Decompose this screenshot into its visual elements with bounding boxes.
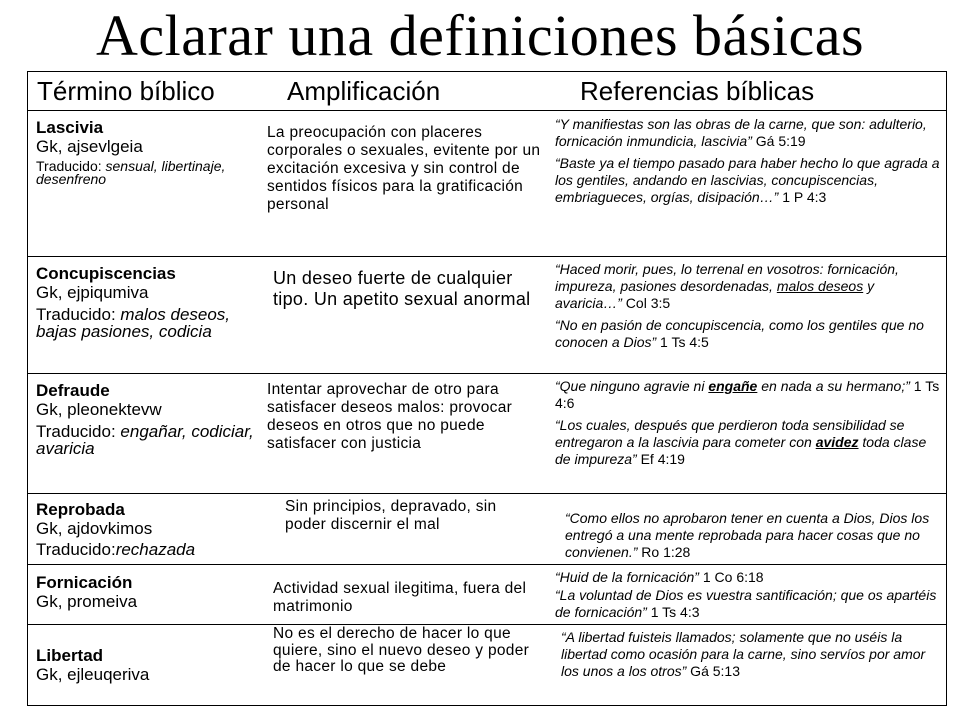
amplification-cell: No es el derecho de hacer lo que quiere, sino el nuevo deseo y poder de hacer lo que se debe	[273, 625, 530, 675]
term-name: Lascivia	[36, 118, 104, 137]
references-cell	[555, 116, 940, 211]
references-cell	[555, 261, 940, 356]
term-name: Reprobada	[36, 500, 125, 519]
references-cell	[555, 569, 940, 626]
row-divider	[28, 256, 946, 257]
reference-item: “Huid de la fornicación” 1 Co 6:18	[555, 569, 764, 585]
row-divider	[28, 373, 946, 374]
references-cell	[561, 629, 931, 685]
term-name: Defraude	[36, 381, 110, 400]
term-greek: Gk, pleonektevw	[36, 400, 162, 419]
header-term: Término bíblico	[37, 76, 215, 106]
term-name: Libertad	[36, 646, 104, 665]
term-cell	[36, 381, 261, 457]
term-cell	[36, 500, 266, 558]
term-translation: Traducido: sensual, libertinaje, desenfreno	[36, 158, 226, 187]
row-divider	[28, 110, 946, 111]
references-cell	[565, 510, 945, 566]
definitions-table	[27, 71, 947, 706]
term-cell	[36, 646, 261, 684]
term-greek: Gk, ajdovkimos	[36, 519, 153, 538]
term-name: Fornicación	[36, 573, 133, 592]
term-cell	[36, 118, 261, 186]
term-translation: Traducido:rechazada	[36, 540, 196, 559]
term-translation: Traducido: malos deseos, bajas pasiones, codicia	[36, 305, 231, 341]
page-title: Aclarar una definiciones básicas	[95, 3, 865, 68]
references-cell	[555, 378, 940, 473]
row-divider	[28, 493, 946, 494]
amplification-cell: Sin principios, depravado, sin poder discernir el mal	[285, 498, 497, 533]
reference-item: “Baste ya el tiempo pasado para haber hecho lo que agrada a los gentiles, andando en lascivias, concupiscencias, embriagueces, orgías, disipación…” 1 P 4:3	[555, 155, 940, 205]
amplification-cell: Intentar aprovechar de otro para satisfacer deseos malos: provocar deseos en otros que no puede satisfacer con justicia	[267, 381, 513, 452]
term-translation: Traducido: engañar, codiciar, avaricia	[36, 422, 254, 458]
term-greek: Gk, ejleuqeriva	[36, 665, 150, 684]
header-references: Referencias bíblicas	[580, 76, 815, 106]
term-name: Concupiscencias	[36, 264, 176, 283]
reference-item: “Que ninguno agravie ni engañe en nada a su hermano;” 1 Ts 4:6	[555, 378, 940, 411]
amplification-cell: Actividad sexual ilegitima, fuera del matrimonio	[273, 580, 527, 615]
term-cell	[36, 264, 261, 340]
term-greek: Gk, ejpiqumiva	[36, 283, 149, 302]
header-amplification: Amplificación	[287, 76, 441, 106]
reference-item: “A libertad fuisteis llamados; solamente que no uséis la libertad como ocasión para la carne, sino servíos por amor los unos a los otros” Gá 5:13	[561, 629, 926, 679]
amplification-cell: Un deseo fuerte de cualquier tipo. Un apetito sexual anormal	[273, 268, 531, 309]
reference-item: “No en pasión de concupiscencia, como los gentiles que no conocen a Dios” 1 Ts 4:5	[555, 317, 924, 350]
reference-item: “Haced morir, pues, lo terrenal en vosotros: fornicación, impureza, pasiones desordenadas, malos deseos y avaricia…” Col 3:5	[555, 261, 899, 311]
amplification-cell: La preocupación con placeres corporales o sexuales, evitente por un excitación excesiva y sin control de sentidos físicos para la gratificación personal	[267, 124, 541, 213]
reference-item: “Y manifiestas son las obras de la carne, que son: adulterio, fornicación inmundicia, lascivia” Gá 5:19	[555, 116, 927, 149]
reference-item: “Como ellos no aprobaron tener en cuenta a Dios, Dios los entregó a una mente reprobada para hacer cosas que no convienen.” Ro 1:28	[565, 510, 930, 560]
term-greek: Gk, ajsevlgeia	[36, 137, 143, 156]
term-cell	[36, 573, 261, 611]
reference-item: “Los cuales, después que perdieron toda sensibilidad se entregaron a la lascivia para cometer con avidez toda clase de impureza” Ef 4:19	[555, 417, 927, 467]
reference-item: “La voluntad de Dios es vuestra santificación; que os apartéis de fornicación” 1 Ts 4:3	[555, 587, 937, 620]
term-greek: Gk, promeiva	[36, 592, 138, 611]
